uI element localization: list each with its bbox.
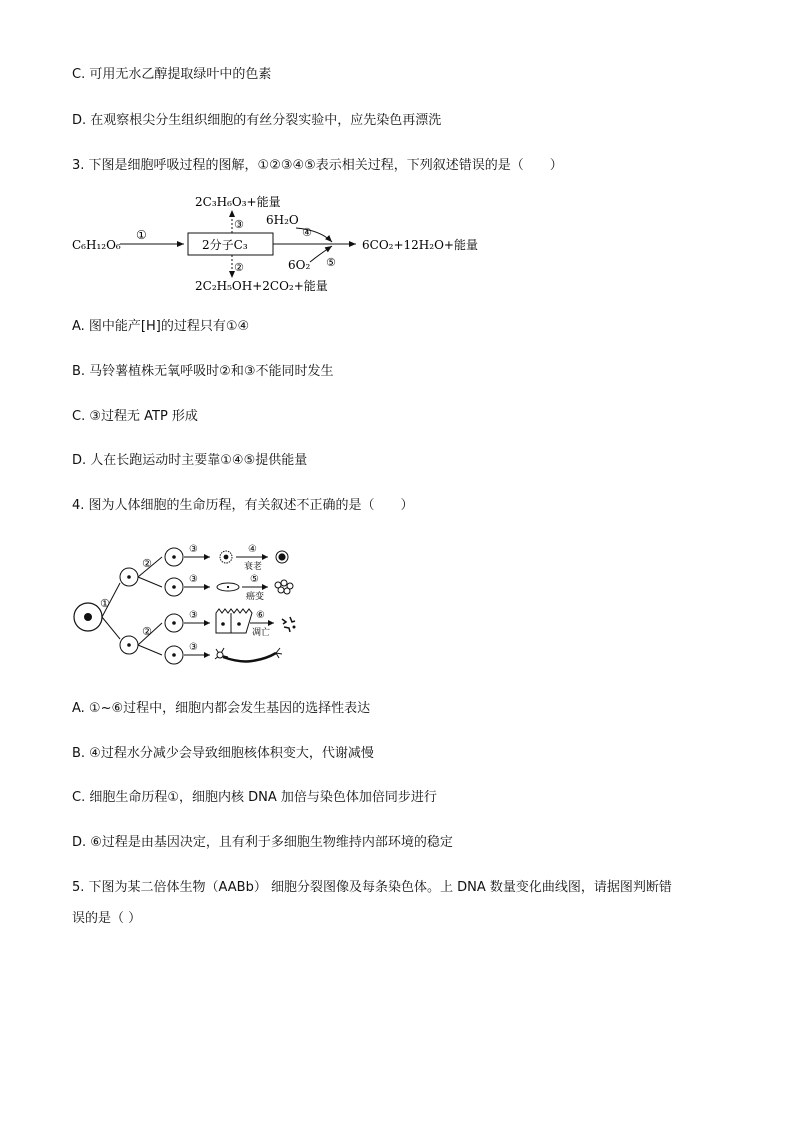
neuron-cell: [215, 648, 282, 662]
step-3-label: ③: [234, 218, 244, 231]
apoptotic-fragments: [282, 617, 296, 632]
q3-option-c: C. ③过程无 ATP 形成: [72, 409, 198, 424]
q4-stem: 4. 图为人体细胞的生命历程，有关叙述不正确的是（ ）: [72, 498, 414, 513]
step-3d-label: ③: [189, 642, 198, 653]
epithelial-cells: [216, 609, 252, 633]
cell-row4: [165, 646, 183, 664]
step-5-label: ⑤: [326, 256, 336, 269]
step-2-label: ②: [234, 261, 244, 274]
step-3c-label: ③: [189, 610, 198, 621]
step-2b-label: ②: [142, 625, 152, 638]
q3-option-d: D. 人在长跑运动时主要靠①④⑤提供能量: [72, 453, 308, 468]
aerobic-product: 6CO₂+12H₂O+能量: [362, 238, 478, 252]
apoptosis-label: 凋亡: [252, 628, 271, 638]
step-5-label: ⑤: [250, 574, 259, 585]
lactic-product: 2C₃H₆O₃+能量: [195, 195, 281, 209]
step-4-label: ④: [248, 544, 257, 555]
q3-option-a: A. 图中能产[H]的过程只有①④: [72, 319, 250, 334]
q4-option-d: D. ⑥过程是由基因决定，且有利于多细胞生物维持内部环境的稳定: [72, 835, 453, 850]
q4-option-c: C. 细胞生命历程①，细胞内核 DNA 加倍与染色体加倍同步进行: [72, 790, 437, 805]
q5-stem-line2: 误的是（ ）: [72, 911, 142, 926]
q5-stem-line1: 5. 下图为某二倍体生物（AABb） 细胞分裂图像及每条染色体。上 DNA 数量变化曲线图，请据图判断错: [72, 880, 672, 895]
step-1-label: ①: [136, 228, 147, 242]
glucose-label: C₆H₁₂O₆: [72, 238, 121, 252]
respiration-diagram: [70, 192, 490, 298]
step-3a-label: ③: [189, 544, 198, 555]
spiky-cell: [220, 551, 232, 563]
step-2a-label: ②: [142, 557, 152, 570]
aged-cell: [276, 551, 288, 563]
step-4-label: ④: [302, 226, 312, 239]
cancer-cell-cluster: [275, 580, 293, 594]
step-6-label: ⑥: [256, 610, 265, 621]
q2-option-d: D. 在观察根尖分生组织细胞的有丝分裂实验中，应先染色再漂洗: [72, 113, 442, 128]
daughter-cell-lower: [120, 636, 138, 654]
daughter-cell-upper: [120, 568, 138, 586]
q3-stem: 3. 下图是细胞呼吸过程的图解，①②③④⑤表示相关过程，下列叙述错误的是（ ）: [72, 158, 563, 173]
cell-row3: [165, 614, 183, 632]
ethanol-product: 2C₂H₅OH+2CO₂+能量: [195, 279, 328, 293]
cell-lifecycle-diagram: [70, 535, 310, 675]
cell-row2: [165, 578, 183, 596]
q3-option-b: B. 马铃薯植株无氧呼吸时②和③不能同时发生: [72, 364, 334, 379]
step-3b-label: ③: [189, 574, 198, 585]
q2-option-c: C. 可用无水乙醇提取绿叶中的色素: [72, 67, 272, 82]
c3-box-label: 2分子C₃: [202, 238, 248, 252]
aging-label: 衰老: [244, 562, 263, 572]
step-1-label: ①: [100, 597, 110, 610]
water-input: 6H₂O: [266, 213, 299, 227]
oxygen-input: 6O₂: [288, 258, 311, 272]
stem-cell: [74, 603, 102, 631]
cell-row1: [165, 548, 183, 566]
q4-option-b: B. ④过程水分减少会导致细胞核体积变大，代谢减慢: [72, 746, 374, 761]
cancer-label: 癌变: [246, 592, 265, 602]
q4-option-a: A. ①~⑥过程中，细胞内都会发生基因的选择性表达: [72, 701, 371, 716]
